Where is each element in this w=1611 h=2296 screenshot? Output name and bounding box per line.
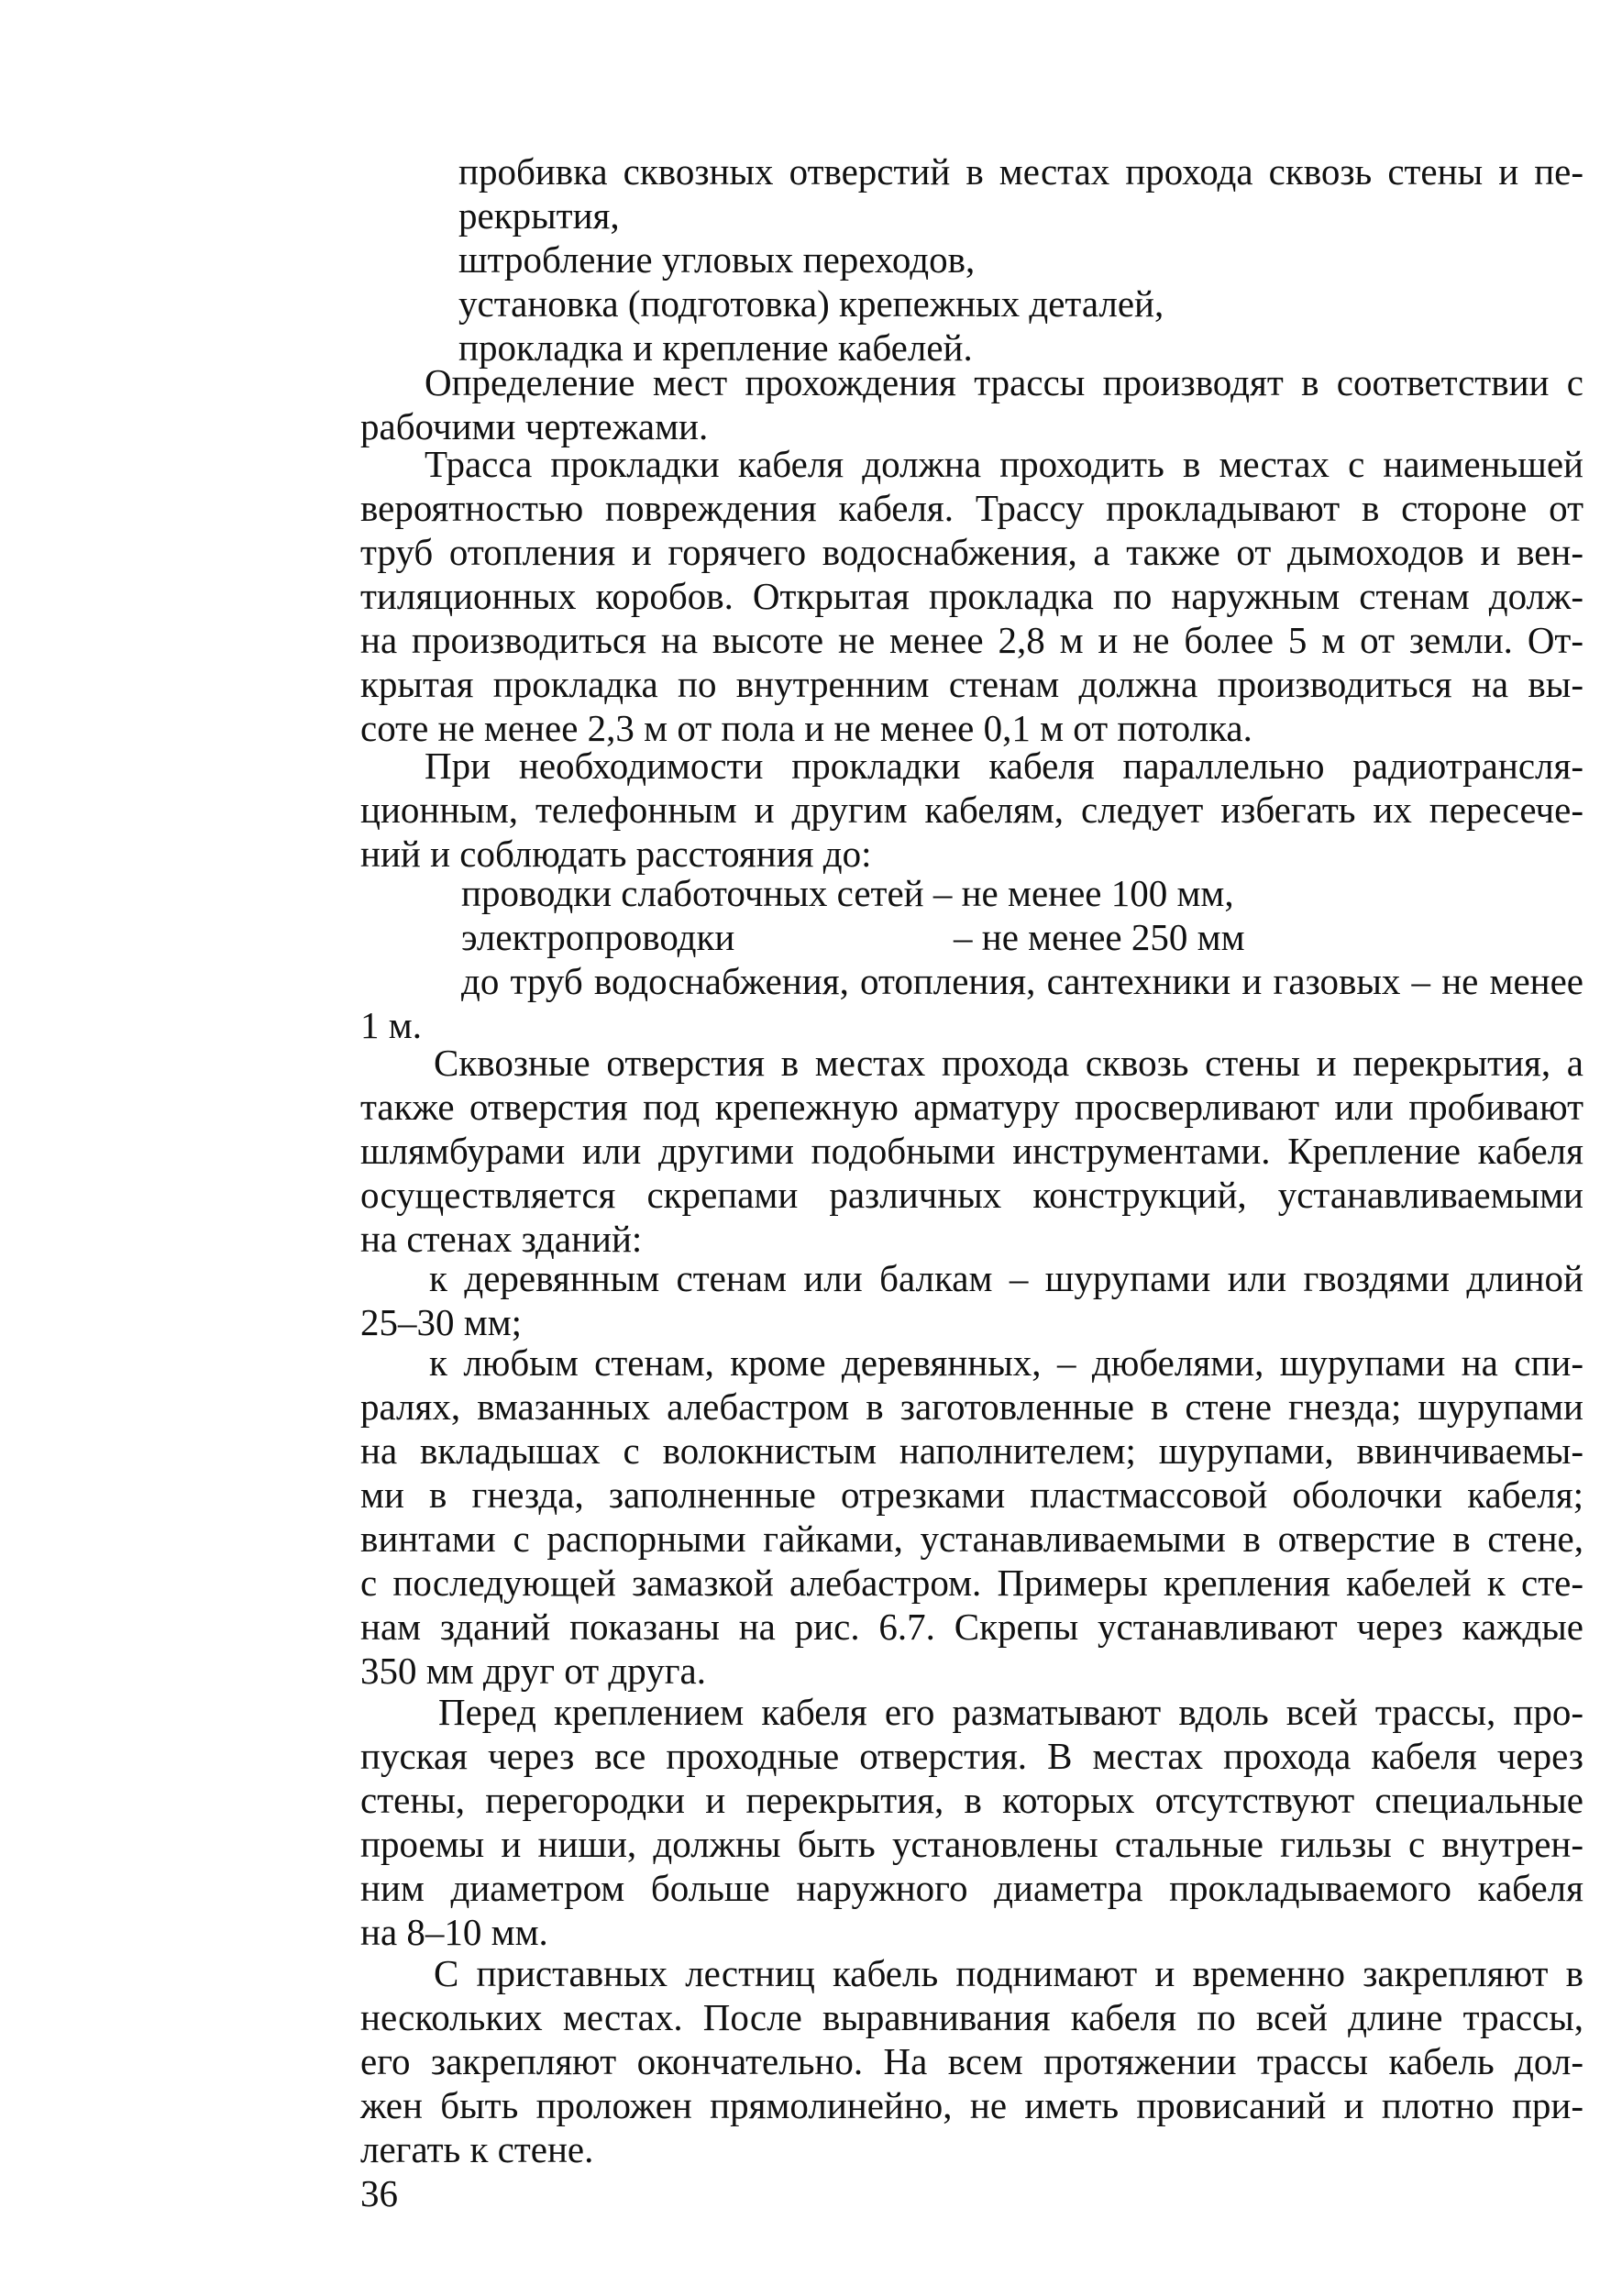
- text-line: – не менее 250 мм: [954, 916, 1245, 958]
- text-line: ним диаметром больше наружного диаметра прокладываемого кабеля: [360, 1867, 1583, 1909]
- text-line: на производиться на высоте не менее 2,8 м и не более 5 м от земли. От-: [360, 619, 1583, 661]
- text-line: проемы и ниши, должны быть установлены стальные гильзы с внутрен-: [360, 1823, 1583, 1865]
- text-line: пуская через все проходные отверстия. В местах прохода кабеля через: [360, 1735, 1583, 1777]
- text-line: ционным, телефонным и другим кабелям, следует избегать их пересече-: [360, 789, 1583, 831]
- text-line: труб отопления и горячего водоснабжения, а также от дымоходов и вен-: [360, 531, 1583, 573]
- text-line: тиляционных коробов. Открытая прокладка по наружным стенам долж-: [360, 575, 1583, 617]
- text-line: Трасса прокладки кабеля должна проходить в местах с наименьшей: [425, 443, 1583, 485]
- text-line: с последующей замазкой алебастром. Примеры крепления кабелей к сте-: [360, 1562, 1583, 1604]
- text-line: Перед креплением кабеля его разматывают вдоль всей трассы, про-: [438, 1691, 1583, 1733]
- text-line: к деревянным стенам или балкам – шурупами или гвоздями длиной: [429, 1257, 1583, 1299]
- text-line: ралях, вмазанных алебастром в заготовленные в стене гнезда; шурупами: [360, 1385, 1583, 1428]
- text-line: соте не менее 2,3 м от пола и не менее 0,1 м от потолка.: [360, 707, 1252, 749]
- text-line: пробивка сквозных отверстий в местах прохода сквозь стены и пе-: [458, 150, 1583, 193]
- text-line: 1 м.: [360, 1004, 422, 1046]
- text-line: также отверстия под крепежную арматуру просверливают или пробивают: [360, 1086, 1583, 1128]
- text-line: на стенах зданий:: [360, 1218, 643, 1260]
- text-line: его закрепляют окончательно. На всем протяжении трассы кабель дол-: [360, 2040, 1583, 2082]
- text-line: вероятностью повреждения кабеля. Трассу прокладывают в стороне от: [360, 487, 1583, 529]
- text-line: проводки слаботочных сетей – не менее 100 мм,: [461, 872, 1234, 914]
- text-line: шлямбурами или другими подобными инструментами. Крепление кабеля: [360, 1130, 1583, 1172]
- text-line: рекрытия,: [458, 194, 620, 237]
- text-line: легать к стене.: [360, 2128, 594, 2170]
- text-line: нам зданий показаны на рис. 6.7. Скрепы устанавливают через каждые: [360, 1606, 1583, 1648]
- text-line: прокладка и крепление кабелей.: [458, 326, 973, 369]
- text-line: крытая прокладка по внутренним стенам должна производиться на вы-: [360, 663, 1583, 705]
- text-line: Сквозные отверстия в местах прохода сквозь стены и перекрытия, а: [434, 1042, 1583, 1084]
- text-line: электропроводки: [461, 916, 735, 958]
- text-line: установка (подготовка) крепежных деталей,: [458, 282, 1164, 325]
- text-line: осуществляется скрепами различных конструкций, устанавливаемыми: [360, 1174, 1583, 1216]
- text-line: ний и соблюдать расстояния до:: [360, 833, 872, 875]
- text-line: на вкладышах с волокнистым наполнителем; шурупами, ввинчиваемы-: [360, 1429, 1583, 1472]
- text-line: до труб водоснабжения, отопления, сантехники и газовых – не менее: [461, 960, 1583, 1002]
- text-line: нескольких местах. После выравнивания кабеля по всей длине трассы,: [360, 1996, 1583, 2038]
- text-line: При необходимости прокладки кабеля параллельно радиотрансля-: [425, 745, 1583, 787]
- text-line: 350 мм друг от друга.: [360, 1650, 706, 1692]
- text-line: ми в гнезда, заполненные отрезками пластмассовой оболочки кабеля;: [360, 1474, 1583, 1516]
- text-line: рабочими чертежами.: [360, 405, 709, 447]
- text-line: штробление угловых переходов,: [458, 238, 976, 281]
- text-line: на 8–10 мм.: [360, 1911, 548, 1953]
- page-number: 36: [360, 2172, 398, 2214]
- text-line: винтами с распорными гайками, устанавливаемыми в отверстие в стене,: [360, 1518, 1583, 1560]
- text-line: к любым стенам, кроме деревянных, – дюбелями, шурупами на спи-: [429, 1341, 1583, 1384]
- text-line: 25–30 мм;: [360, 1301, 523, 1343]
- text-line: стены, перегородки и перекрытия, в которых отсутствуют специальные: [360, 1779, 1583, 1821]
- text-line: жен быть проложен прямолинейно, не иметь провисаний и плотно при-: [360, 2084, 1583, 2126]
- text-line: Определение мест прохождения трассы производят в соответствии с: [425, 361, 1583, 403]
- text-line: С приставных лестниц кабель поднимают и временно закрепляют в: [434, 1952, 1583, 1994]
